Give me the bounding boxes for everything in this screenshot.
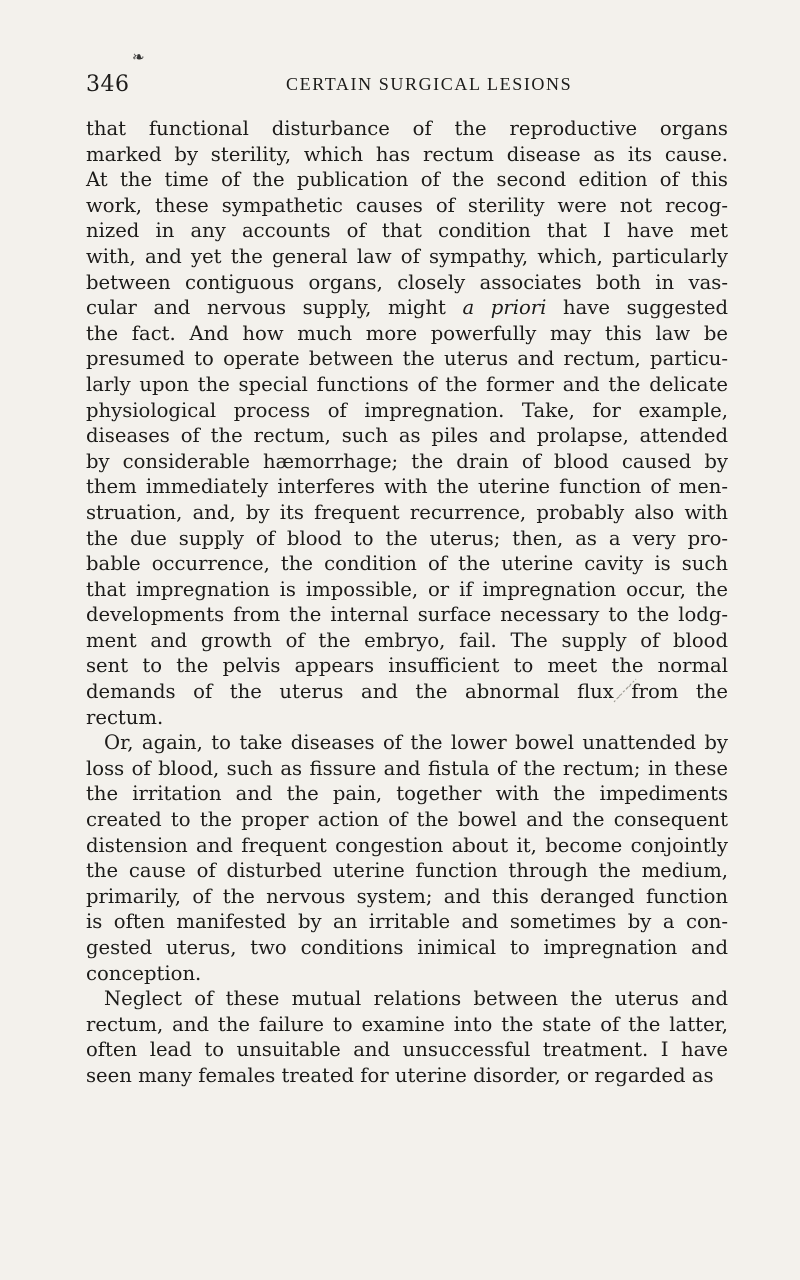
text-line: work, these sympathetic causes of sterility were not recog- (86, 193, 728, 217)
text-line: the cause of disturbed uterine function through the medium, (86, 859, 728, 883)
text-line: gested uterus, two conditions inimical to impregnation and (86, 936, 728, 959)
text-line: nized in any accounts of that condition that I have met (86, 219, 728, 243)
text-line: marked by sterility, which has rectum disease as its cause. (86, 142, 728, 166)
text-line: developments from the internal surface necessary to the lodg- (86, 603, 728, 627)
text-line: loss of blood, such as fissure and fistula of the rectum; in these (86, 756, 728, 780)
text-line: the irritation and the pain, together with the impediments (86, 782, 728, 806)
body-text (86, 116, 728, 1089)
text-line: diseases of the rectum, such as piles and prolapse, attended (86, 424, 728, 448)
text-line: ment and growth of the embryo, fail. The supply of blood (86, 628, 728, 652)
text-line: by considerable hæmorrhage; the drain of blood caused by (86, 449, 728, 473)
text-line: larly upon the special functions of the former and the delicate (86, 372, 728, 396)
text-line: At the time of the publication of the second edition of this (86, 168, 728, 192)
text-line: distension and frequent congestion about it, become conjointly (86, 833, 728, 857)
text-line: with, and yet the general law of sympathy, which, particularly (86, 244, 728, 268)
page-number: 346 (86, 72, 130, 97)
text-line: primarily, of the nervous system; and this deranged function (86, 884, 728, 908)
text-line: physiological process of impregnation. Take, for example, (86, 398, 728, 422)
text-line: conception. (86, 961, 202, 985)
running-title: CERTAIN SURGICAL LESIONS (286, 74, 573, 94)
text-line: sent to the pelvis appears insufficient to meet the normal (86, 654, 728, 678)
stray-pencil-mark-icon (612, 676, 640, 704)
text-line: that impregnation is impossible, or if impregnation occur, the (86, 577, 728, 601)
text-line: Or, again, to take diseases of the lower bowel unattended by (104, 731, 728, 755)
text-line: created to the proper action of the bowel and the consequent (86, 808, 728, 832)
text-line: cular and nervous supply, might a priori have suggested (86, 296, 728, 320)
italic-phrase: a priori (462, 296, 547, 320)
printer-mark-icon: ❧ (132, 48, 145, 66)
text-line: struation, and, by its frequent recurrence, probably also with (86, 500, 728, 524)
text-line: presumed to operate between the uterus and rectum, particu- (86, 347, 728, 371)
text-line: between contiguous organs, closely associates both in vas- (86, 270, 728, 294)
text-line: is often manifested by an irritable and sometimes by a con- (86, 910, 728, 934)
text-line: often lead to unsuitable and unsuccessful treatment. I have (86, 1038, 728, 1062)
text-line: the due supply of blood to the uterus; then, as a very pro- (86, 526, 728, 550)
text-line: rectum. (86, 705, 164, 729)
text-line: bable occurrence, the condition of the uterine cavity is such (86, 552, 728, 576)
text-line: rectum, and the failure to examine into the state of the latter, (86, 1012, 728, 1036)
text-line: demands of the uterus and the abnormal flux from the (86, 680, 728, 704)
text-line: them immediately interferes with the uterine function of men- (86, 475, 728, 499)
text-line: seen many females treated for uterine disorder, or regarded as (86, 1063, 714, 1087)
text-line: the fact. And how much more powerfully may this law be (86, 321, 728, 345)
running-head (86, 48, 726, 104)
text-line: that functional disturbance of the reproductive organs (86, 117, 728, 140)
text-line: Neglect of these mutual relations between the uterus and (104, 987, 728, 1011)
